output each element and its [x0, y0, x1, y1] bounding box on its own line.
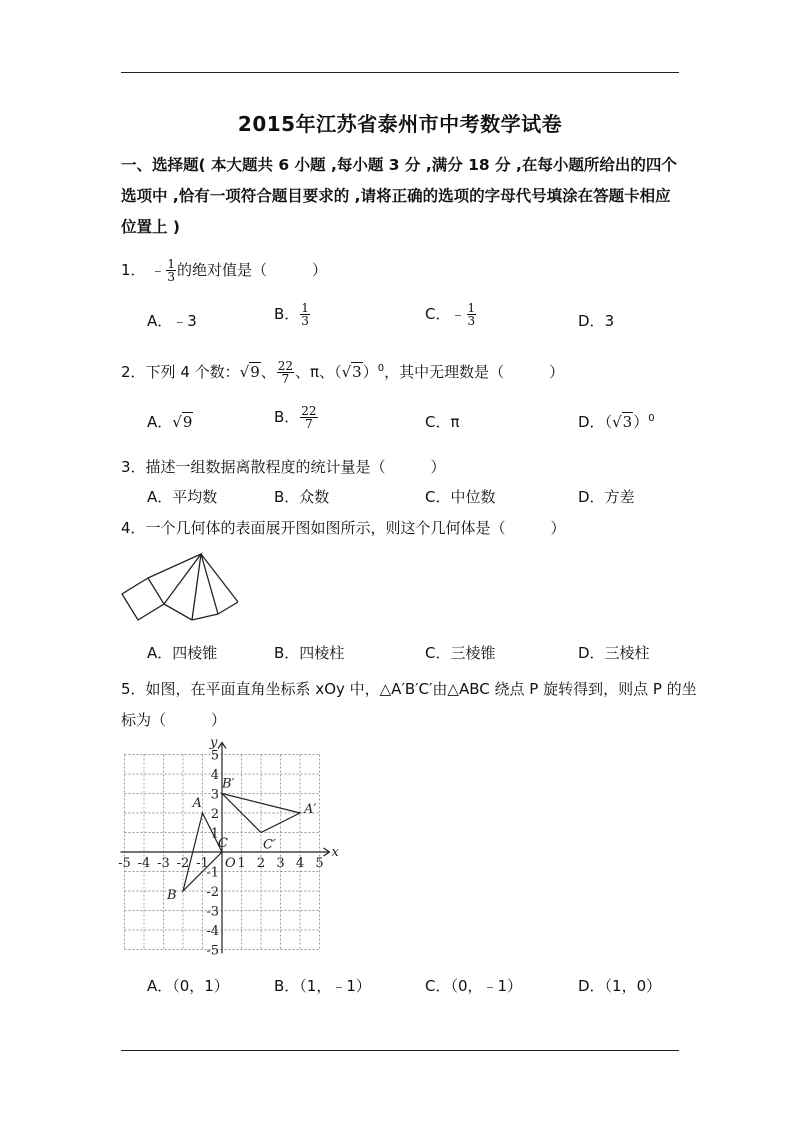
coordinate-graph [115, 732, 350, 957]
q3-option-a[interactable]: A．平均数 [147, 488, 218, 506]
q5-option-a[interactable]: A．（0，1） [147, 977, 229, 995]
sqrt-3: √3 [612, 413, 633, 431]
fraction-denominator: 3 [167, 270, 175, 284]
question-text: 描述一组数据离散程度的统计量是（ ） [145, 458, 446, 476]
label-a-prime: A′ [304, 802, 317, 817]
y-tick-label: 3 [210, 787, 219, 803]
fraction-denominator: 3 [467, 314, 476, 328]
q2-option-b[interactable] [274, 405, 319, 430]
q5-option-b[interactable]: B．（1，﹣1） [274, 977, 371, 995]
question-text: ，其中无理数是（ ） [384, 363, 565, 381]
label-b: B [167, 888, 177, 903]
q4-option-c[interactable]: C．三棱锥 [425, 644, 496, 662]
neg-sign: ﹣ [450, 305, 466, 323]
x-tick-label: -1 [196, 856, 209, 871]
question-text: 下列 4 个数： [145, 363, 240, 381]
paren-close: ） [633, 413, 649, 431]
sqrt-9: √9 [239, 363, 260, 381]
y-tick-label: -2 [206, 885, 219, 900]
fraction [300, 302, 310, 327]
origin-label: O [225, 856, 236, 871]
fraction-denominator: 7 [281, 372, 290, 386]
label-a: A [192, 796, 202, 811]
option-label: A． [147, 312, 173, 330]
option-label: C． [425, 305, 451, 323]
net-edge [218, 602, 238, 614]
q1-option-d[interactable] [578, 310, 614, 331]
question-number: 3． [121, 458, 146, 476]
fraction-numerator: 1 [301, 301, 309, 315]
fraction [166, 258, 176, 283]
separator: 、 [260, 363, 276, 381]
net-edge [201, 554, 238, 602]
q5-option-d[interactable]: D．（1，0） [578, 977, 662, 995]
radicand: 3 [622, 413, 633, 431]
option-label: B． [274, 305, 300, 323]
sqrt-3: √3 [341, 363, 362, 381]
question-4 [121, 517, 566, 538]
option-text: 3 [604, 312, 615, 330]
paren-close: ） [362, 363, 378, 381]
x-axis-label: x [331, 845, 339, 860]
x-tick-label: 5 [315, 856, 324, 871]
fraction [467, 302, 477, 327]
question-text: 一个几何体的表面展开图如图所示，则这个几何体是（ ） [145, 519, 566, 537]
y-tick-label: -3 [206, 904, 219, 920]
q3-option-b[interactable]: B．众数 [274, 488, 330, 506]
option-label: B． [274, 408, 300, 426]
label-b-prime: B′ [222, 776, 235, 792]
fraction [300, 405, 317, 430]
option-text: ﹣3 [172, 312, 197, 330]
top-rule [121, 72, 679, 73]
fraction-numerator: 1 [167, 257, 175, 271]
net-edge [192, 614, 218, 620]
x-tick-label: -3 [157, 856, 170, 871]
section-heading: 一、选择题( 本大题共 6 小题 ,每小题 3 分 ,满分 18 分 ,在每小题所给出的四个选项中 ,恰有一项符合题目要求的 ,请将正确的选项的字母代号填涂在答题卡相应位置上 ) [121, 156, 677, 236]
q4-option-d[interactable]: D．三棱柱 [578, 644, 650, 662]
q4-option-b[interactable]: B．四棱柱 [274, 644, 345, 662]
paren-open: （ [604, 413, 613, 431]
y-tick-label: 4 [210, 768, 219, 783]
y-tick-label: 2 [210, 807, 219, 822]
option-label: A． [147, 413, 173, 431]
x-tick-label: -4 [137, 856, 151, 871]
y-tick-label: -1 [206, 865, 219, 881]
q1-option-c[interactable] [425, 302, 477, 327]
question-text: 如图，在平面直角坐标系 xOy 中，△A′B′C′由△ABC 绕点 P 旋转得到，则点 P 的坐 [145, 680, 697, 698]
radicand: 9 [250, 363, 260, 381]
x-tick-label: 1 [237, 856, 246, 871]
q1-option-b[interactable] [274, 302, 311, 327]
exponent: 0 [648, 413, 655, 424]
bottom-rule [121, 1050, 679, 1051]
q4-option-a[interactable]: A．四棱锥 [147, 644, 218, 662]
question-number: 1． [121, 261, 146, 279]
net-figure [118, 548, 243, 628]
q3-option-d[interactable]: D．方差 [578, 488, 635, 506]
fraction-denominator: 7 [305, 417, 313, 431]
tick-labels [118, 736, 339, 958]
question-2 [121, 360, 564, 385]
separator: 、π、（ [295, 363, 342, 381]
radicand: 3 [352, 363, 362, 381]
q2-option-c[interactable] [425, 411, 460, 432]
question-1 [121, 258, 327, 283]
net-edge [164, 604, 192, 620]
question-number: 2． [121, 363, 146, 381]
neg-sign: ﹣ [150, 261, 166, 279]
question-5 [121, 674, 697, 736]
label-c-prime: C′ [263, 837, 276, 853]
y-tick-label: -4 [206, 924, 219, 939]
x-tick-label: -2 [176, 856, 190, 871]
radicand: 9 [182, 413, 193, 431]
page-title: 2015年江苏省泰州市中考数学试卷 [237, 112, 563, 136]
x-tick-label: -5 [118, 856, 131, 871]
question-number: 5． [121, 680, 146, 698]
q1-option-a[interactable] [147, 310, 197, 331]
x-tick-label: 2 [256, 856, 266, 871]
fraction-denominator: 3 [301, 314, 309, 328]
y-axis-label: y [210, 735, 218, 751]
fraction-numerator: 1 [467, 301, 476, 315]
question-text: 的绝对值是（ ） [176, 261, 327, 279]
question-text-cont: 标为（ ） [121, 711, 227, 729]
x-tick-label: 4 [295, 856, 305, 871]
option-text: π [450, 413, 460, 431]
option-label: D． [578, 413, 605, 431]
net-triangle-1 [148, 554, 201, 604]
y-tick-label: 5 [210, 748, 219, 764]
question-3 [121, 456, 446, 477]
fraction [277, 360, 294, 385]
q3-option-c[interactable]: C．中位数 [425, 488, 496, 506]
fraction-numerator: 22 [301, 404, 317, 418]
fraction-numerator: 22 [277, 359, 294, 373]
option-label: D． [578, 312, 605, 330]
q5-option-c[interactable]: C．（0，﹣1） [425, 977, 523, 995]
option-label: C． [425, 413, 451, 431]
y-tick-label: -5 [206, 943, 219, 957]
x-tick-label: 3 [276, 856, 285, 871]
exponent: 0 [377, 363, 385, 374]
question-number: 4． [121, 519, 146, 537]
y-tick-label: 1 [210, 826, 219, 842]
q2-option-a[interactable] [147, 411, 193, 432]
net-edge [201, 554, 218, 614]
sqrt-9: √9 [172, 413, 193, 431]
label-c: C [218, 836, 228, 851]
net-square [122, 578, 164, 620]
q2-option-d[interactable] [578, 411, 655, 432]
